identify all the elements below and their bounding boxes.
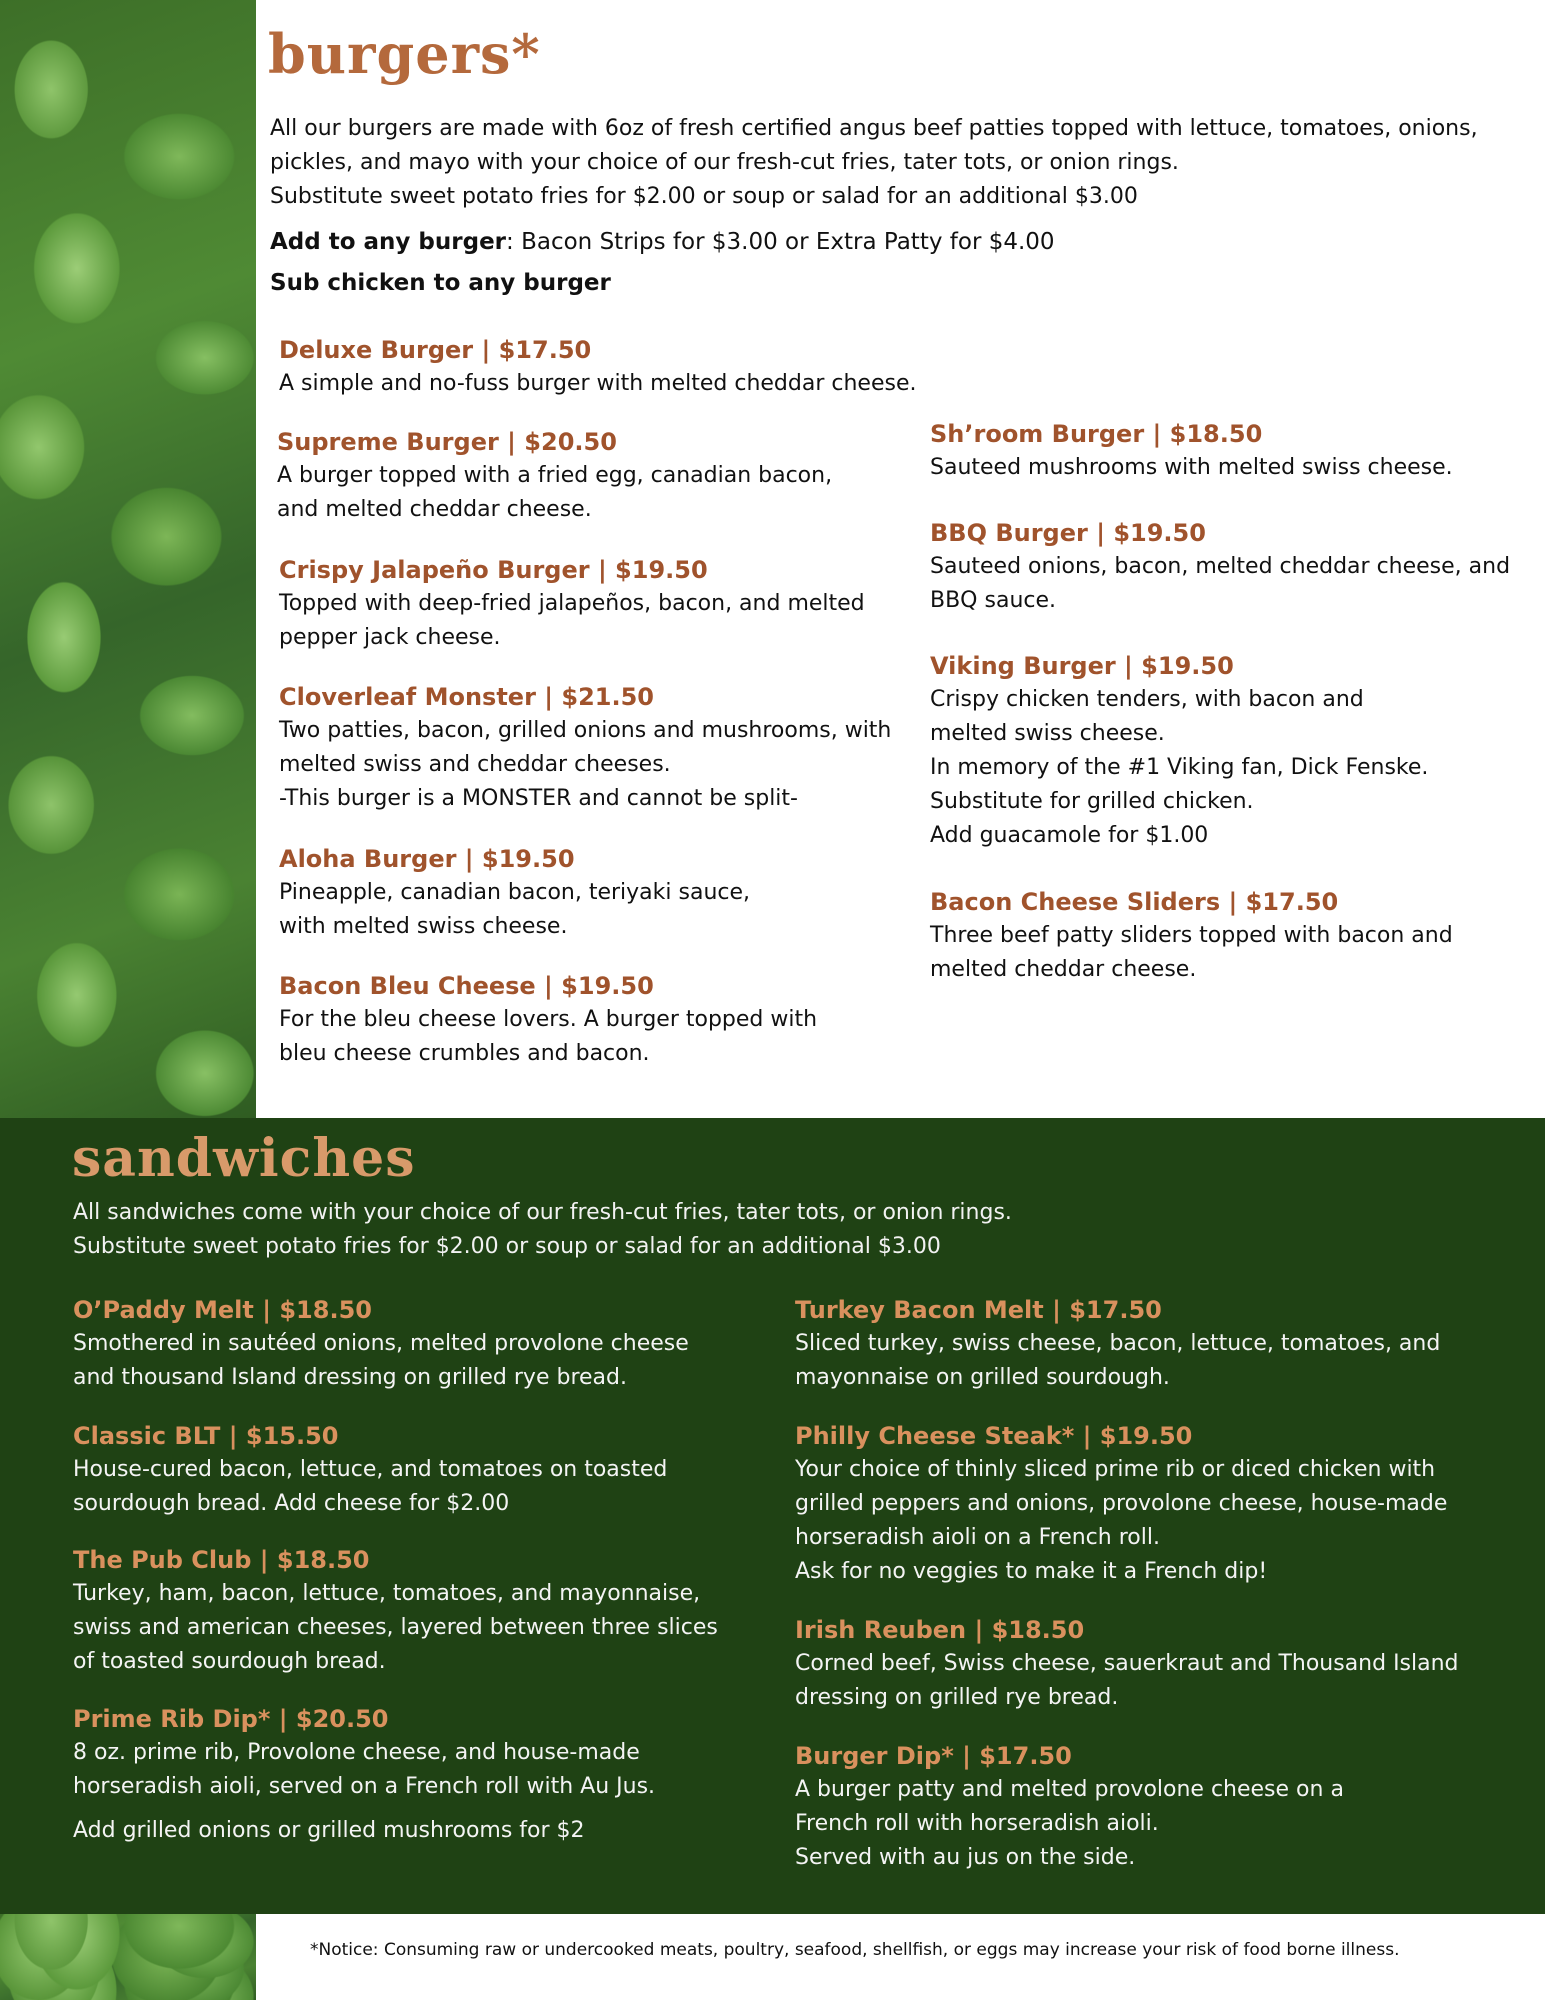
menu-item-description: For the bleu cheese lovers. A burger topped with bleu cheese crumbles and bacon. (279, 1007, 818, 1066)
menu-item (930, 417, 1453, 485)
menu-item-description: Your choice of thinly sliced prime rib or diced chicken with grilled peppers and onions, provolone cheese, house-made horseradish aioli on a French roll. Ask for no veggies to make it a French dip! (795, 1457, 1448, 1584)
sandwiches-intro-line: Substitute sweet potato fries for $2.00 or soup or salad for an additional $3.00 (73, 1234, 941, 1259)
menu-item (795, 1419, 1447, 1589)
menu-item (279, 969, 817, 1071)
sub-chicken-line: Sub chicken to any burger (270, 270, 611, 296)
menu-item (73, 1419, 667, 1521)
menu-item-title: Philly Cheese Steak* | $19.50 (795, 1422, 1193, 1450)
menu-item-description: Corned beef, Swiss cheese, sauerkraut and Thousand Island dressing on grilled rye bread. (795, 1651, 1459, 1710)
burgers-section-title: burgers* (268, 22, 541, 86)
menu-item-description: House-cured bacon, lettuce, and tomatoes on toasted sourdough bread. Add cheese for $2.00 (73, 1457, 668, 1516)
menu-item-title: Cloverleaf Monster | $21.50 (279, 683, 654, 711)
menu-item (930, 885, 1453, 987)
menu-item (73, 1543, 718, 1679)
menu-item (277, 425, 832, 527)
menu-item-title: Deluxe Burger | $17.50 (279, 336, 592, 364)
menu-item (279, 553, 865, 655)
menu-item-description: 8 oz. prime rib, Provolone cheese, and house-made horseradish aioli, served on a French roll with Au Jus. (73, 1740, 656, 1799)
menu-item (795, 1293, 1440, 1395)
menu-item-title: Viking Burger | $19.50 (930, 652, 1234, 680)
menu-item-title: Supreme Burger | $20.50 (277, 428, 617, 456)
menu-item-description: A burger topped with a fried egg, canadian bacon, and melted cheddar cheese. (277, 463, 833, 522)
menu-item-title: The Pub Club | $18.50 (73, 1546, 370, 1574)
menu-item-description: Topped with deep-fried jalapeños, bacon, and melted pepper jack cheese. (279, 591, 865, 650)
menu-item-description: Smothered in sautéed onions, melted provolone cheese and thousand Island dressing on grilled rye bread. (73, 1331, 689, 1390)
burgers-intro-line: pickles, and mayo with your choice of our fresh-cut fries, tater tots, or onion rings. (270, 150, 1179, 175)
menu-item-title: Aloha Burger | $19.50 (279, 845, 575, 873)
menu-item-description: Pineapple, canadian bacon, teriyaki sauce, with melted swiss cheese. (279, 880, 751, 939)
menu-item-description: Two patties, bacon, grilled onions and mushrooms, with melted swiss and cheddar cheeses. -This burger is a MONSTER and cannot be split- (279, 718, 892, 811)
menu-item (73, 1293, 689, 1395)
menu-item (930, 516, 1510, 618)
add-to-burger-label: Add to any burger (270, 229, 507, 255)
sandwiches-addon-note: Add grilled onions or grilled mushrooms for $2 (73, 1818, 585, 1843)
sandwiches-intro-line: All sandwiches come with your choice of our fresh-cut fries, tater tots, or onion rings. (73, 1200, 1012, 1225)
menu-item-title: Crispy Jalapeño Burger | $19.50 (279, 556, 708, 584)
menu-item (930, 649, 1428, 853)
burgers-intro-line: All our burgers are made with 6oz of fresh certified angus beef patties topped with lettuce, tomatoes, onions, (270, 116, 1478, 141)
burgers-intro-line: Substitute sweet potato fries for $2.00 or soup or salad for an additional $3.00 (270, 184, 1138, 209)
menu-item-title: Burger Dip* | $17.50 (795, 1742, 1072, 1770)
menu-item-description: A simple and no-fuss burger with melted cheddar cheese. (279, 371, 917, 396)
menu-item-description: Sauteed onions, bacon, melted cheddar cheese, and BBQ sauce. (930, 554, 1511, 613)
clover-leaves-image (0, 0, 256, 1118)
food-safety-notice: *Notice: Consuming raw or undercooked meats, poultry, seafood, shellfish, or eggs may increase your risk of food borne illness. (310, 1940, 1400, 1960)
menu-item-description: Turkey, ham, bacon, lettuce, tomatoes, and mayonnaise, swiss and american cheeses, layered between three slices of toasted sourdough bread. (73, 1581, 718, 1674)
menu-item (279, 842, 750, 944)
menu-item-title: Classic BLT | $15.50 (73, 1422, 339, 1450)
add-to-burger-text: : Bacon Strips for $3.00 or Extra Patty for $4.00 (506, 229, 1055, 255)
menu-item-title: Turkey Bacon Melt | $17.50 (795, 1296, 1162, 1324)
menu-item-description: Sauteed mushrooms with melted swiss cheese. (930, 455, 1453, 480)
menu-item-title: BBQ Burger | $19.50 (930, 519, 1206, 547)
menu-item-description: Sliced turkey, swiss cheese, bacon, lettuce, tomatoes, and mayonnaise on grilled sourdough. (795, 1331, 1441, 1390)
burgers-intro (270, 112, 1510, 214)
menu-item-description: Three beef patty sliders topped with bacon and melted cheddar cheese. (930, 923, 1453, 982)
menu-item-title: Prime Rib Dip* | $20.50 (73, 1705, 389, 1733)
menu-item-description: Crispy chicken tenders, with bacon and melted swiss cheese. In memory of the #1 Viking fan, Dick Fenske. Substitute for grilled chicken. Add guacamole for $1.00 (930, 687, 1429, 848)
clover-leaves-image (0, 1914, 256, 2000)
add-to-burger-line (270, 229, 1055, 255)
sandwiches-intro (73, 1196, 1473, 1264)
menu-item-title: Bacon Cheese Sliders | $17.50 (930, 888, 1339, 916)
menu-item-title: Bacon Bleu Cheese | $19.50 (279, 972, 654, 1000)
menu-item-title: O’Paddy Melt | $18.50 (73, 1296, 372, 1324)
menu-item (279, 333, 916, 401)
menu-item (795, 1613, 1459, 1715)
menu-item-description: A burger patty and melted provolone cheese on a French roll with horseradish aioli. Served with au jus on the side. (795, 1777, 1344, 1870)
menu-item-title: Sh’room Burger | $18.50 (930, 420, 1263, 448)
menu-item (795, 1739, 1344, 1875)
sandwiches-section-title: sandwiches (72, 1128, 416, 1189)
menu-item-title: Irish Reuben | $18.50 (795, 1616, 1085, 1644)
menu-item (279, 680, 891, 816)
menu-item (73, 1702, 655, 1804)
